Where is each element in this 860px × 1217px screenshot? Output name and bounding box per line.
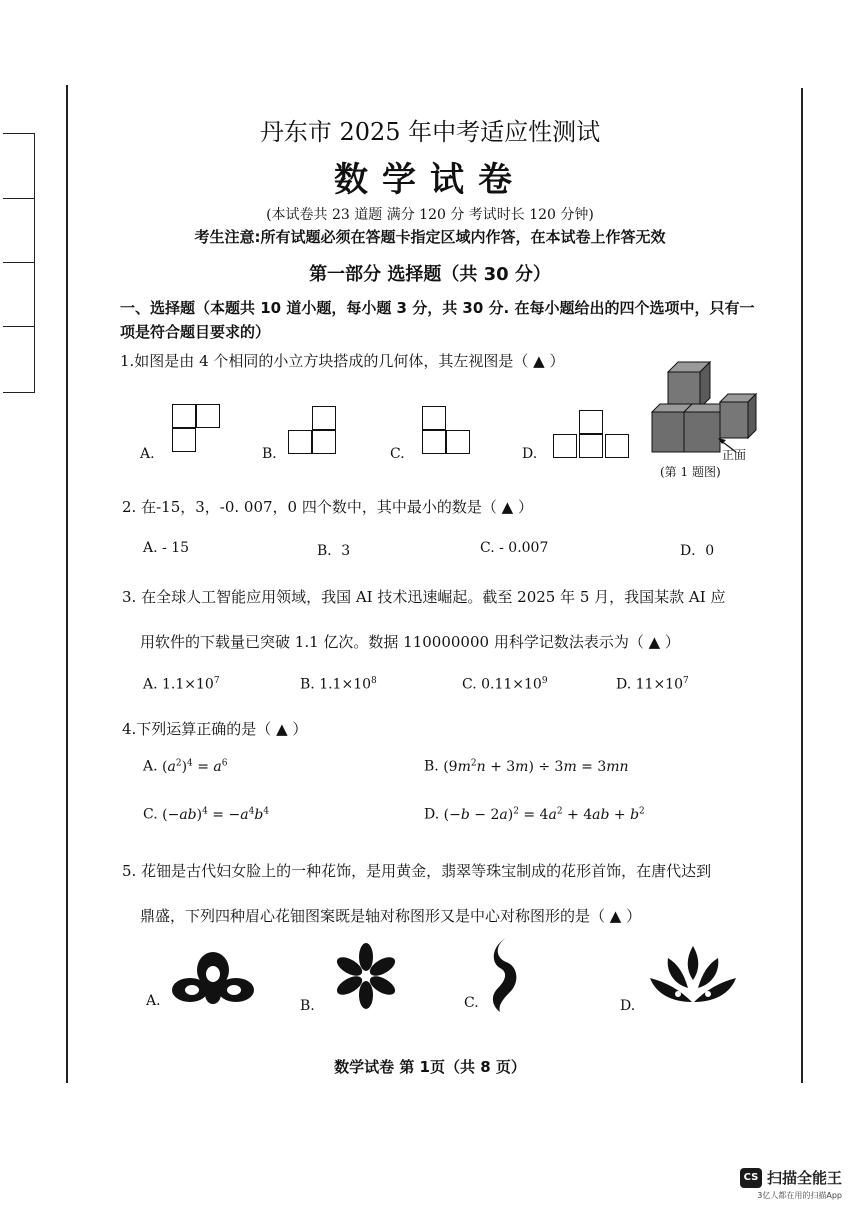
q1-option-a-view [172, 404, 222, 456]
q1-option-c-view [422, 406, 474, 458]
q4-option-b: B. $(9m^2n + 3m) \div 3m = 3mn$ [424, 758, 629, 775]
q4-stem: 4.下列运算正确的是（ ▲ ） [122, 720, 308, 738]
q3-option-b: B. $1.1\times 10^8$ [300, 676, 377, 693]
page-footer: 数学试卷 第 1页（共 8 页） [334, 1058, 526, 1076]
q5-stem-line2: 鼎盛，下列四种眉心花钿图案既是轴对称图形又是中心对称图形的是（ ▲ ） [140, 907, 642, 925]
q5-label-a: A. [146, 993, 161, 1009]
q5-label-c: C. [464, 995, 479, 1011]
q4-formula-b: $(9m^2n + 3m) \div 3m = 3mn$ [443, 758, 629, 775]
scanner-tagline: 3亿人都在用的扫描App [757, 1191, 842, 1200]
paper-subject-title: 数学试卷 [334, 160, 526, 200]
section-intro: 一、选择题（本题共 10 道小题，每小题 3 分，共 30 分. 在每小题给出的四个选项中，只有一项是符合题目要求的） [120, 299, 755, 341]
q4-option-c: C. $(-ab)^4 = -a^4b^4$ [143, 806, 270, 823]
q2-option-c: C. - 0.007 [480, 540, 549, 556]
q1-front-label: 正面 [722, 448, 747, 462]
q2-stem: 2. 在-15，3，-0. 007，0 四个数中，其中最小的数是（ ▲ ） [122, 498, 533, 516]
q4-formula-a: $(a^2)^4 = a^6$ [162, 758, 228, 775]
q3-stem-line2: 用软件的下载量已突破 1.1 亿次。数据 110000000 用科学记数法表示为（ ▲ ） [140, 633, 680, 651]
q5-option-d-pattern [648, 944, 738, 1010]
exam-info: (本试卷共 23 道题 满分 120 分 考试时长 120 分钟) [266, 207, 594, 223]
q4-formula-d: $(-b - 2a)^2 = 4a^2 + 4ab + b^2$ [443, 806, 645, 823]
q1-label-b: B. [262, 446, 277, 462]
q5-option-b-pattern [330, 942, 402, 1010]
q3-option-c: C. $0.11\times 10^9$ [462, 676, 548, 693]
exam-title: 丹东市 2025 年中考适应性测试 [259, 118, 601, 146]
q2-option-b: B．3 [317, 543, 351, 559]
q4-option-d: D. $(-b - 2a)^2 = 4a^2 + 4ab + b^2$ [424, 806, 645, 823]
q5-stem-line1: 5. 花钿是古代妇女脸上的一种花饰，是用黄金，翡翠等珠宝制成的花形首饰，在唐代达到 [122, 862, 712, 880]
q1-cube-figure [648, 360, 760, 460]
scanner-brand-name: 扫描全能王 [766, 1169, 842, 1187]
q3-stem-line1: 3. 在全球人工智能应用领域，我国 AI 技术迅速崛起。截至 2025 年 5 月，我国某款 AI 应 [122, 588, 726, 606]
scanner-logo-icon: CS [740, 1168, 762, 1188]
q5-label-d: D. [620, 998, 636, 1014]
q1-figure-caption: (第 1 题图) [660, 465, 721, 479]
exam-notice: 考生注意:所有试题必须在答题卡指定区域内作答，在本试卷上作答无效 [194, 228, 666, 246]
q1-stem: 1.如图是由 4 个相同的小立方块搭成的几何体，其左视图是（ ▲ ） [120, 352, 565, 370]
part-one-title: 第一部分 选择题（共 30 分） [309, 264, 551, 285]
scanner-brand [740, 1167, 842, 1201]
q3-option-d: D. $11\times 10^7$ [616, 676, 689, 693]
q3-option-a: A. $1.1\times 10^7$ [143, 676, 220, 693]
q1-option-b-view [288, 406, 340, 458]
q1-label-c: C. [390, 446, 405, 462]
q2-option-d: D．0 [680, 543, 715, 559]
q1-label-d: D. [522, 446, 538, 462]
q5-option-c-pattern [488, 936, 528, 1014]
q5-label-b: B. [300, 998, 315, 1014]
q4-formula-c: $(-ab)^4 = -a^4b^4$ [162, 806, 270, 823]
q4-option-a: A. $(a^2)^4 = a^6$ [143, 758, 228, 775]
q1-label-a: A. [140, 446, 155, 462]
q2-option-a: A. - 15 [143, 540, 190, 556]
q5-option-a-pattern [170, 950, 256, 1008]
q1-option-d-view [553, 410, 629, 460]
